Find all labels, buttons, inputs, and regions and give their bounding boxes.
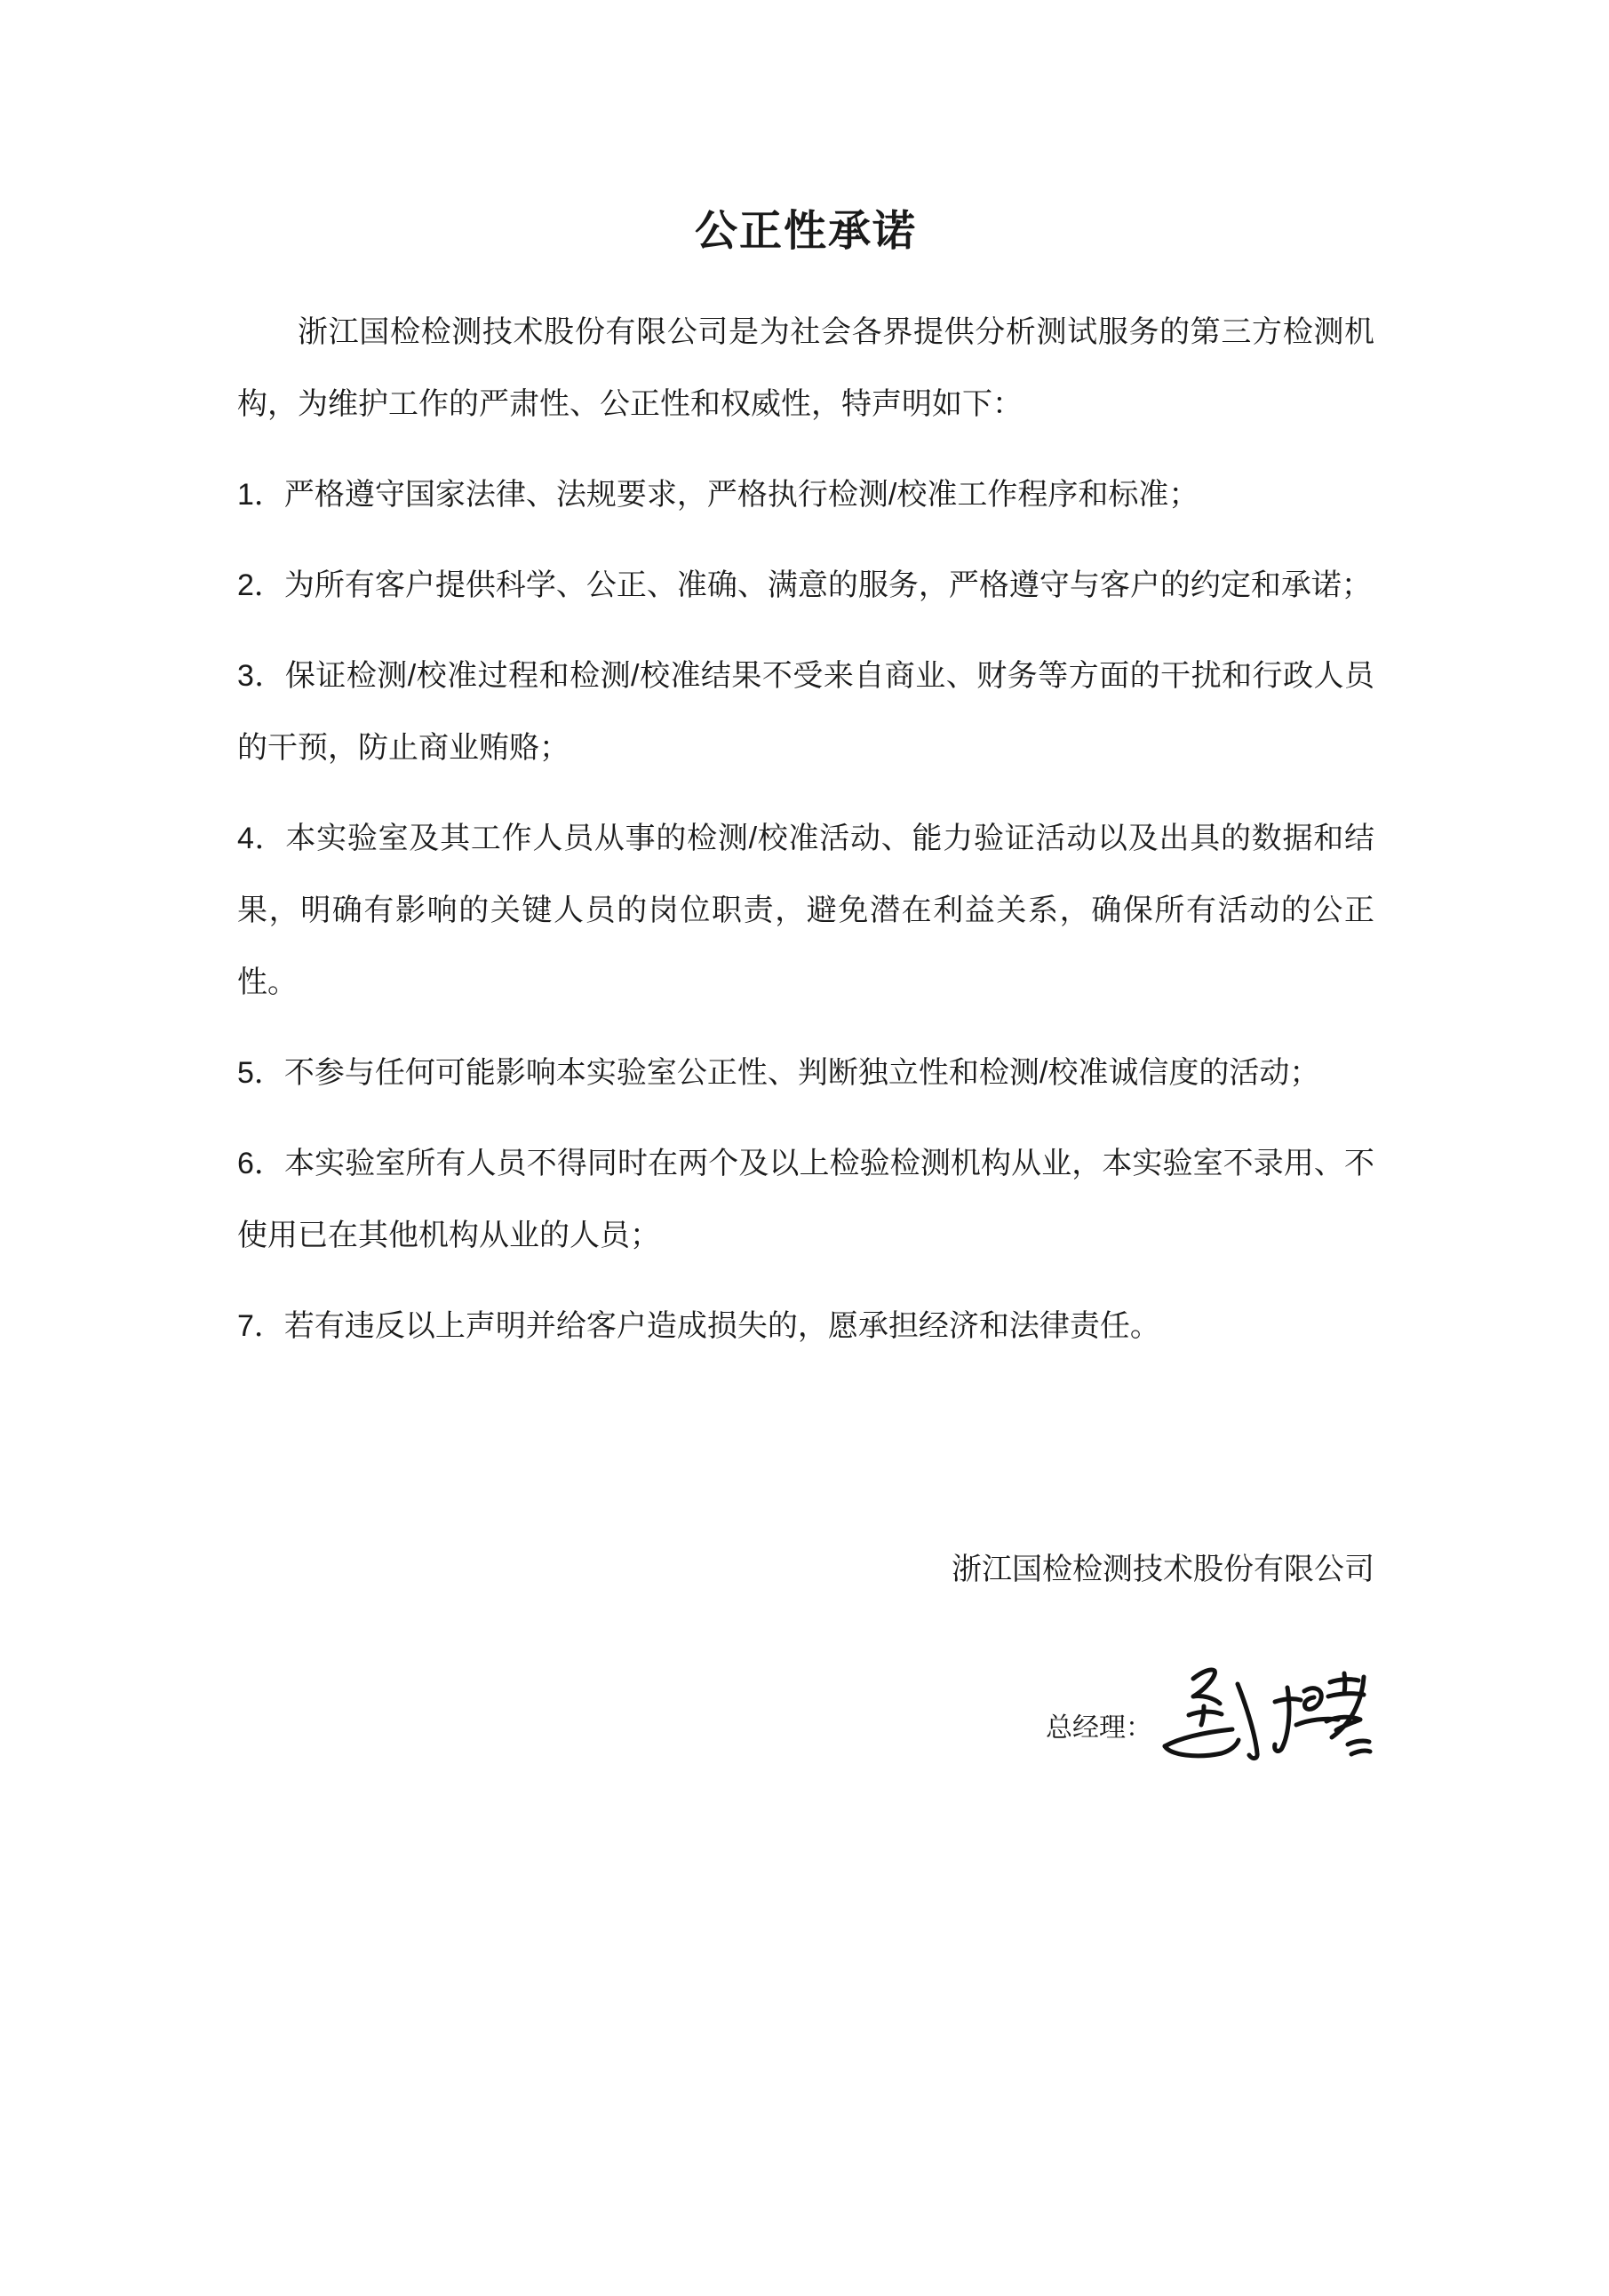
commitment-item-3: 3．保证检测/校准过程和检测/校准结果不受来自商业、财务等方面的干扰和行政人员的干预，防止商业贿赂； — [237, 658, 1374, 765]
signature-handwriting-icon — [1161, 1666, 1374, 1766]
intro-paragraph: 浙江国检检测技术股份有限公司是为社会各界提供分析测试服务的第三方检测机构，为维护工作的严肃性、公正性和权威性，特声明如下： — [237, 314, 1374, 421]
company-name: 浙江国检检测技术股份有限公司 — [952, 1552, 1374, 1586]
document-title: 公正性承诺 — [694, 208, 917, 255]
commitment-item-5: 5．不参与任何可能影响本实验室公正性、判断独立性和检测/校准诚信度的活动； — [237, 1055, 1320, 1090]
signature-label: 总经理： — [1046, 1712, 1152, 1743]
signature-row — [237, 1666, 1374, 1766]
commitment-item-2: 2．为所有客户提供科学、公正、准确、满意的服务，严格遵守与客户的约定和承诺； — [237, 568, 1372, 602]
commitment-item-4: 4．本实验室及其工作人员从事的检测/校准活动、能力验证活动以及出具的数据和结果，明确有影响的关键人员的岗位职责，避免潜在利益关系，确保所有活动的公正性。 — [237, 821, 1374, 999]
commitment-item-6: 6．本实验室所有人员不得同时在两个及以上检验检测机构从业，本实验室不录用、不使用已在其他机构从业的人员； — [237, 1146, 1374, 1252]
commitment-item-7: 7．若有违反以上声明并给客户造成损失的，愿承担经济和法律责任。 — [237, 1308, 1160, 1343]
commitment-item-1: 1．严格遵守国家法律、法规要求，严格执行检测/校准工作程序和标准； — [237, 477, 1199, 512]
